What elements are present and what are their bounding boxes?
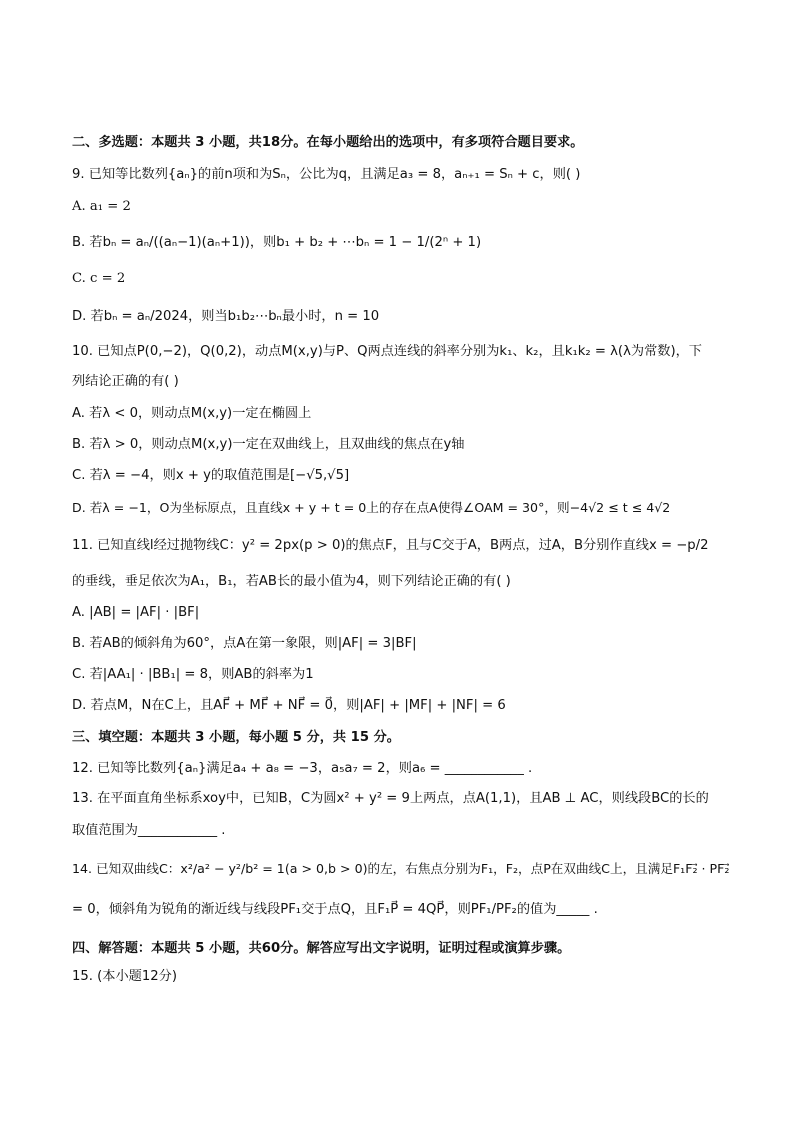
question-11-option-b: B. 若AB的倾斜角为60°，点A在第一象限，则|AF| = 3|BF| — [72, 636, 417, 651]
question-10-option-b: B. 若λ > 0，则动点M(x,y)一定在双曲线上，且双曲线的焦点在y轴 — [72, 437, 465, 452]
question-11-option-c: C. 若|AA₁| · |BB₁| = 8，则AB的斜率为1 — [72, 667, 314, 682]
question-9-option-d: D. 若bₙ = aₙ/2024，则当b₁b₂⋯bₙ最小时，n = 10 — [72, 309, 380, 324]
question-9-option-c: C. c = 2 — [72, 271, 126, 286]
question-14-line1: 14. 已知双曲线C：x²/a² − y²/b² = 1(a > 0,b > 0)的左，右焦点分别为F₁，F₂，点P在双曲线C上，且满足F₁F₂⃗ · PF₂⃗ — [72, 861, 730, 876]
question-13-line1: 13. 在平面直角坐标系xoy中，已知B，C为圆x² + y² = 9上两点，点A(1,1)，且AB ⊥ AC，则线段BC的长的 — [72, 791, 709, 806]
question-14-line2: = 0，倾斜角为锐角的渐近线与线段PF₁交于点Q，且F₁P⃗ = 4QP⃗，则PF₁/PF₂的值为_____ . — [72, 902, 598, 917]
question-10-stem-line2: 列结论正确的有( ) — [72, 374, 179, 389]
question-15-stem: 15. (本小题12分) — [72, 969, 177, 984]
question-13-line2: 取值范围为____________ . — [72, 823, 226, 838]
question-11-option-a: A. |AB| = |AF| · |BF| — [72, 605, 200, 620]
section-heading-multiple-choice: 二、多选题：本题共 3 小题，共18分。在每小题给出的选项中，有多项符合题目要求。 — [72, 135, 584, 150]
question-11-option-d: D. 若点M，N在C上，且AF⃗ + MF⃗ + NF⃗ = 0⃗，则|AF| + |MF| + |NF| = 6 — [72, 698, 506, 713]
question-10-option-c: C. 若λ = −4，则x + y的取值范围是[−√5,√5] — [72, 468, 350, 483]
section-heading-solutions: 四、解答题：本题共 5 小题，共60分。解答应写出文字说明，证明过程或演算步骤。 — [72, 941, 571, 956]
question-9-option-a: A. a₁ = 2 — [72, 199, 131, 214]
question-11-stem-line1: 11. 已知直线l经过抛物线C：y² = 2px(p > 0)的焦点F，且与C交于A，B两点，过A，B分别作直线x = −p/2 — [72, 538, 709, 553]
question-10-stem-line1: 10. 已知点P(0,−2)，Q(0,2)，动点M(x,y)与P、Q两点连线的斜率分别为k₁、k₂，且k₁k₂ = λ(λ为常数)，下 — [72, 344, 702, 359]
question-11-stem-line2: 的垂线，垂足依次为A₁，B₁，若AB长的最小值为4，则下列结论正确的有( ) — [72, 574, 511, 589]
question-10-option-d: D. 若λ = −1，O为坐标原点，且直线x + y + t = 0上的存在点A使得∠OAM = 30°，则−4√2 ≤ t ≤ 4√2 — [72, 500, 671, 515]
question-9-stem: 9. 已知等比数列{aₙ}的前n项和为Sₙ，公比为q，且满足a₃ = 8，aₙ₊₁ = Sₙ + c，则( ) — [72, 167, 581, 182]
question-10-option-a: A. 若λ < 0，则动点M(x,y)一定在椭圆上 — [72, 406, 312, 421]
section-heading-fill-in: 三、填空题：本题共 3 小题，每小题 5 分，共 15 分。 — [72, 730, 400, 745]
question-12: 12. 已知等比数列{aₙ}满足a₄ + a₈ = −3，a₅a₇ = 2，则a₆ = ____________ . — [72, 761, 533, 776]
question-9-option-b: B. 若bₙ = aₙ/((aₙ−1)(aₙ+1))，则b₁ + b₂ + ⋯bₙ = 1 − 1/(2ⁿ + 1) — [72, 235, 482, 250]
